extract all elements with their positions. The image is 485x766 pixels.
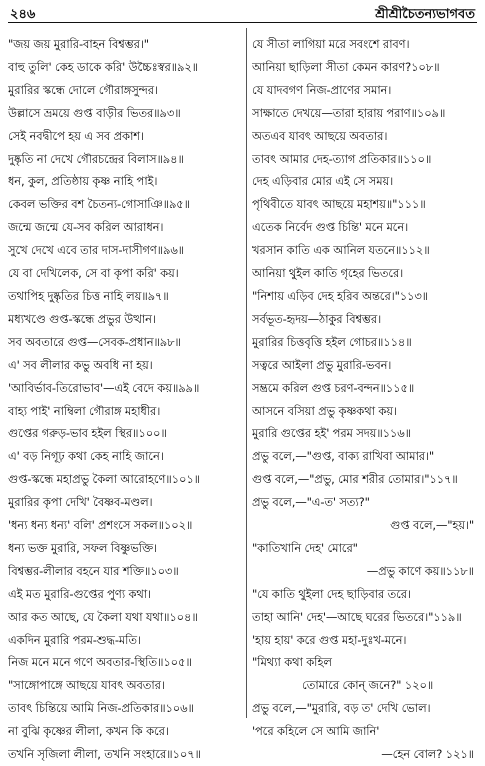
- verse-line: সুখে দেখে এবে তার দাস-দাসীগণ॥৯৬॥: [8, 243, 185, 258]
- verse-line: সর্বভূত-হৃদয়—ঠাকুর বিশ্বম্ভর।: [252, 311, 382, 326]
- verse-line: সাক্ষাতে দেখয়ে—তারা হারায় পরাণ॥১০৯॥: [252, 105, 446, 120]
- verse-line: আসনে বসিয়া প্রভু কৃষ্ণকথা কয়।: [252, 403, 397, 418]
- verse-line: "সাঙ্গোপাঙ্গে আছয়ে যাবৎ অবতার।: [8, 678, 165, 693]
- verse-line: নিজ মনে মনে গণে অবতার-স্থিতি॥১০৫॥: [8, 655, 192, 670]
- verse-line: —হেন বোল? ১২১॥: [381, 747, 474, 762]
- verse-line: না বুঝি কৃষ্ণের লীলা, কখন কি করে।: [8, 724, 169, 739]
- verse-line: সত্বরে আইলা প্রভু মুরারি-ভবন।: [252, 357, 392, 372]
- verse-line: অতএব যাবৎ আছয়ে অবতার।: [252, 128, 388, 143]
- verse-line: আর কত আছে, যে কৈলা যথা যথা॥১০৪॥: [8, 609, 198, 624]
- verse-line: সেই নবদ্বীপে হয় এ সব প্রকাশ।: [8, 128, 144, 143]
- verse-line: "কাতিখানি দেহ' মোরে": [252, 540, 358, 555]
- verse-line: মুরারির কৃপা দেখি' বৈষ্ণব-মণ্ডল।: [8, 495, 153, 510]
- right-column: [252, 33, 480, 766]
- verse-line: "জয় জয় মুরারি-বাহন বিশ্বম্ভর।": [8, 37, 149, 51]
- verse-line: আনিয়া থুইল কাতি গৃহের ভিতরে।: [252, 266, 404, 281]
- page-number: ২৪৬: [10, 7, 36, 22]
- verse-line: সব অবতারে গুপ্ত—সেবক-প্রধান॥৯৮॥: [8, 334, 181, 349]
- page-header: [0, 0, 485, 25]
- verse-line: প্রভু বলে,—"মুরারি, বড় ত' দেখি ভোল।: [252, 701, 431, 716]
- verse-line: গুপ্ত-স্কন্ধে মহাপ্রভু কৈলা আরোহণে॥১০১॥: [8, 472, 201, 487]
- column-divider: [246, 28, 247, 718]
- verse-line: মুরারির স্কন্ধে দোলে গৌরাঙ্গসুন্দর।: [8, 82, 158, 97]
- left-column: [8, 33, 240, 766]
- verse-line: মধ্যখণ্ডে গুপ্ত-স্কন্ধে প্রভুর উত্থান।: [8, 311, 156, 326]
- verse-line: একদিন মুরারি পরম-শুদ্ধ-মতি।: [8, 632, 141, 647]
- verse-line: পৃথিবীতে যাবৎ আছয়ে মহাশয়॥"১১১॥: [252, 197, 426, 212]
- verse-line: ধন, কুল, প্রতিষ্ঠায় কৃষ্ণ নাহি পাই।: [8, 174, 158, 189]
- verse-line: সম্ভ্রমে করিল গুপ্ত চরণ-বন্দন॥১১৫॥: [252, 380, 415, 395]
- verse-line: "নিশায় এড়িব দেহ হরিব অন্তরে।"১১৩॥: [252, 288, 429, 303]
- verse-line: তথাপিহ দুষ্কৃতির চিত্ত নাহি লয়॥৯৭॥: [8, 288, 169, 303]
- verse-line: এতেক নির্বেদ গুপ্ত চিন্তি' মনে মনে।: [252, 220, 409, 235]
- verse-line: 'আবির্ভাব-তিরোভাব'—এই বেদে কয়॥৯৯॥: [8, 380, 200, 395]
- verse-line: যে যাদবগণ নিজ-প্রাণের সমান।: [252, 82, 392, 97]
- verse-line: প্রভু বলে,—"গুপ্ত, বাক্য রাখিবা আমার।": [252, 449, 435, 464]
- verse-line: তাবৎ চিন্তিয়ে আমি নিজ-প্রতিকার॥১০৬॥: [8, 701, 194, 716]
- verse-line: 'হায় হায়' করে গুপ্ত মহা-দুঃখ-মনে।: [252, 632, 407, 647]
- running-title: শ্রীশ্রীচৈতন্যভাগবত: [375, 7, 475, 22]
- verse-line: বাহ্য পাই' নাম্বিলা গৌরাঙ্গ মহাধীর।: [8, 403, 161, 418]
- verse-line: 'পরে কহিলে সে আমি জানি': [252, 724, 380, 739]
- verse-line: তোমারে কোন্ জনে?" ১২০॥: [302, 678, 434, 693]
- verse-line: আনিয়া ছাড়িলা সীতা কেমন কারণ?১০৮॥: [252, 59, 440, 74]
- verse-line: তাহা আনি' দেহ'—আছে ঘরের ভিতরে।"১১৯॥: [252, 609, 462, 624]
- verse-line: ধন্য ভক্ত মুরারি, সফল বিষ্ণুভক্তি।: [8, 540, 157, 555]
- verse-line: প্রভু বলে,—"এ-ত' সত্য?": [252, 495, 370, 510]
- header-rule: [8, 22, 477, 23]
- verse-line: গুপ্ত বলে,—"প্রভু, মোর শরীর তোমার।"১১৭॥: [252, 472, 458, 487]
- verse-line: যে বা দেখিলেক, সে বা কৃপা করি' কয়।: [8, 266, 179, 281]
- verse-line: বাহু তুলি' কেহ ডাকে করি' উচ্চৈঃস্বর॥৯২॥: [8, 59, 199, 74]
- verse-line: যে সীতা লাগিয়া মরে সবংশে রাবণ।: [252, 37, 410, 51]
- verse-line: তাবৎ আমার দেহ-ত্যাগ প্রতিকার॥১১০॥: [252, 151, 432, 166]
- verse-line: বিশ্বম্ভর-লীলার বহনে যার শক্তি॥১০৩॥: [8, 563, 179, 578]
- verse-line: এ' সব লীলার কভু অবধি না হয়।: [8, 357, 153, 372]
- verse-line: তখনি সৃজিলা লীলা, তখনি সংহারে॥১০৭॥: [8, 747, 201, 762]
- verse-line: গুপ্তের গরুড়-ভাব হইল স্থির॥১০০॥: [8, 426, 167, 441]
- verse-line: খরসান কাতি এক আনিল যতনে॥১১২॥: [252, 243, 430, 258]
- verse-line: "মিথ্যা কথা কহিল: [252, 655, 332, 670]
- verse-line: —প্রভু কাণে কয়॥১১৮॥: [366, 563, 474, 578]
- verse-line: দুষ্কৃতি না দেখে গৌরচন্দ্রের বিলাস॥৯৪॥: [8, 151, 184, 166]
- verse-line: উল্লাসে ভ্রময়ে গুপ্ত বাড়ীর ভিতর॥৯৩॥: [8, 105, 181, 120]
- verse-line: কেবল ভক্তির বশ চৈতন্য-গোসাঞি॥৯৫॥: [8, 197, 190, 212]
- verse-line: 'ধন্য ধন্য ধন্য' বলি' প্রশংসে সকল॥১০২॥: [8, 518, 193, 533]
- verse-line: মুরারি গুপ্তের হই' পরম সদয়॥১১৬॥: [252, 426, 411, 441]
- verse-line: এ' বড় নিগূঢ় কথা কেহ নাহি জানে।: [8, 449, 164, 464]
- verse-line: এই মত মুরারি-গুপ্তের পুণ্য কথা।: [8, 586, 151, 601]
- verse-line: গুপ্ত বলে,—"হয়।": [390, 518, 474, 533]
- verse-line: দেহ এড়িবার মোর এই সে সময়।: [252, 174, 394, 189]
- verse-line: মুরারির চিত্তবৃত্তি হইল গোচর॥১১৪॥: [252, 334, 412, 349]
- verse-line: জন্মে জন্মে যে-সব করিল আরাধন।: [8, 220, 164, 235]
- verse-line: "যে কাতি থুইলা দেহ ছাড়িবার তরে।: [252, 586, 411, 601]
